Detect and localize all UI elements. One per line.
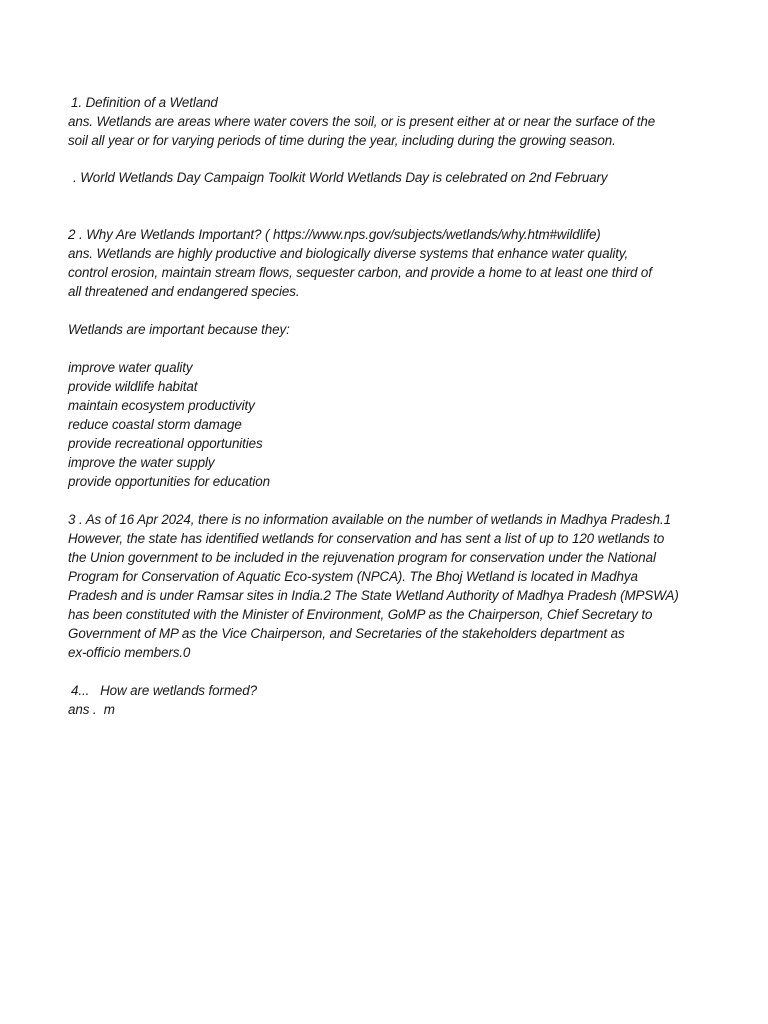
q3-line-3: the Union government to be included in the rejuvenation program for conservation under the National [68, 550, 656, 565]
q3-line-1: 3 . As of 16 Apr 2024, there is no information available on the number of wetlands in Madhya Pradesh.1 [68, 512, 671, 527]
list-item: maintain ecosystem productivity [68, 398, 255, 413]
list-item: reduce coastal storm damage [68, 417, 242, 432]
list-item: provide opportunities for education [68, 474, 270, 489]
list-item: provide wildlife habitat [68, 379, 198, 394]
document-body [68, 93, 708, 719]
q1-answer-line-2: soil all year or for varying periods of time during the year, including during the growing season. [68, 133, 616, 148]
q3-line-6: has been constituted with the Minister of Environment, GoMP as the Chairperson, Chief Secretary to [68, 607, 653, 622]
q2-list-intro: Wetlands are important because they: [68, 322, 290, 337]
q3-line-2: However, the state has identified wetlands for conservation and has sent a list of up to 120 wetlands to [68, 531, 665, 546]
q1-answer-line-1: ans. Wetlands are areas where water covers the soil, or is present either at or near the surface of the [68, 114, 656, 129]
list-item: improve water quality [68, 360, 193, 375]
q1-heading: 1. Definition of a Wetland [71, 95, 218, 110]
q2-answer-line-1: ans. Wetlands are highly productive and biologically diverse systems that enhance water quality, [68, 246, 629, 261]
q3-line-5: Pradesh and is under Ramsar sites in India.2 The State Wetland Authority of Madhya Pradesh (MPSWA) [68, 588, 679, 603]
q4-answer: ans . m [68, 702, 115, 717]
q3-line-8: ex-officio members.0 [68, 645, 191, 660]
q2-answer-line-2: control erosion, maintain stream flows, sequester carbon, and provide a home to at least one third of [68, 265, 652, 280]
q2-answer-line-3: all threatened and endangered species. [68, 284, 300, 299]
q1-note: . World Wetlands Day Campaign Toolkit World Wetlands Day is celebrated on 2nd February [73, 170, 608, 185]
q2-heading: 2 . Why Are Wetlands Important? ( https://www.nps.gov/subjects/wetlands/why.htm#wildlife) [68, 227, 601, 242]
list-item: provide recreational opportunities [68, 436, 263, 451]
q3-line-7: Government of MP as the Vice Chairperson, and Secretaries of the stakeholders department as [68, 626, 625, 641]
q3-line-4: Program for Conservation of Aquatic Eco-system (NPCA). The Bhoj Wetland is located in Madhya [68, 569, 638, 584]
list-item: improve the water supply [68, 455, 215, 470]
q4-heading: 4... How are wetlands formed? [71, 683, 257, 698]
